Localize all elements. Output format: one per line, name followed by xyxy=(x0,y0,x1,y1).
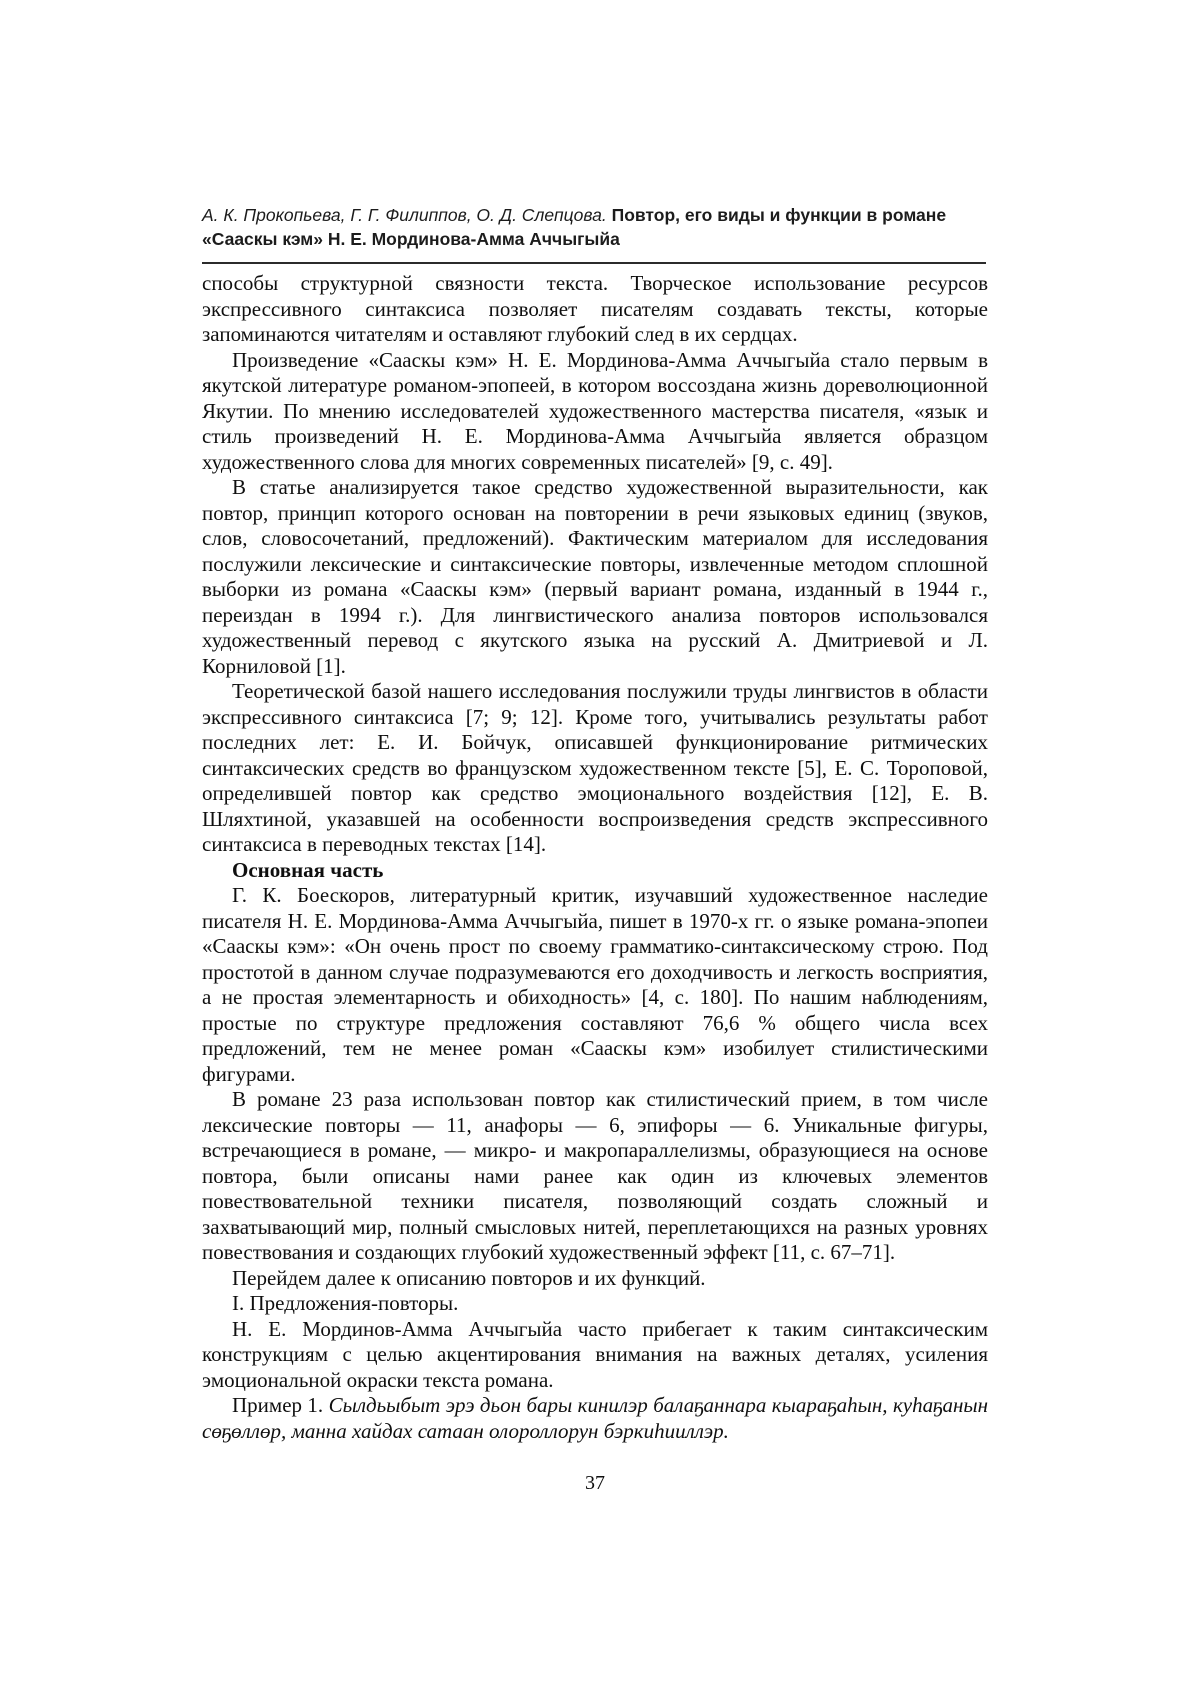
example-paragraph xyxy=(202,1393,988,1444)
article-paragraph: Произведение «Сааскы кэм» Н. Е. Мординова-Амма Аччыгыйа стало первым в якутской литературе романом-эпопеей, в котором воссоздана жизнь дореволюционной Якутии. По мнению исследователей художественного мастерства писателя, «язык и стиль произведений Н. Е. Мординова-Амма Аччыгыйа является образцом художественного слова для многих современных писателей» [9, с. 49]. xyxy=(202,347,988,474)
article-paragraph: Теоретической базой нашего исследования послужили труды лингвистов в области экспрессивного синтаксиса [7; 9; 12]. Кроме того, учитывались результаты работ последних лет: Е. И. Бойчук, описавшей функционирование ритмических синтаксических средств во французском художественном тексте [5], Е. С. Тороповой, определившей повтор как средство эмоционального воздействия [12], Е. В. Шляхтиной, указавшей на особенности воспроизведения средств экспрессивного синтаксиса в переводных текстах [14]. xyxy=(202,679,988,856)
page-number: 37 xyxy=(585,1472,605,1494)
article-paragraph: I. Предложения-повторы. xyxy=(232,1291,459,1315)
article-paragraph: Г. К. Боескоров, литературный критик, изучавший художественное наследие писателя Н. Е. Мординова-Амма Аччыгыйа, пишет в 1970-х гг. о языке романа-эпопеи «Сааскы кэм»: «Он очень прост по своему грамматико-синтаксическому строю. Под простотой в данном случае подразумеваются его доходчивость и легкость восприятия, а не простая элементарность и обиходность» [4, с. 180]. По нашим наблюдениям, простые по структуре предложения составляют 76,6 % общего числа всех предложений, тем не менее роман «Сааскы кэм» изобилует стилистическими фигурами. xyxy=(202,883,988,1086)
example-label: Пример 1. xyxy=(232,1393,329,1417)
article-paragraph: В романе 23 раза использован повтор как стилистический прием, в том числе лексические повторы — 11, анафоры — 6, эпифоры — 6. Уникальные фигуры, встречающиеся в романе, — микро- и макропараллелизмы, образующиеся на основе повтора, были описаны нами ранее как один из ключевых элементов повествовательной техники писателя, позволяющий создать сложный и захватывающий мир, полный смысловых нитей, переплетающихся на разных уровнях повествования и создающих глубокий художественный эффект [11, с. 67–71]. xyxy=(202,1087,988,1264)
header-divider-rule xyxy=(202,262,986,264)
running-head-authors: А. К. Прокопьева, Г. Г. Филиппов, О. Д. Слепцова. xyxy=(202,205,607,225)
example-sentence-yakut: Сылдьыбыт эрэ дьон бары кинилэр балаҕаннара кыараҕаһын, куһаҕанын сөҕөллөр, манна хайдах сатаан олороллорун бэркиһииллэр. xyxy=(202,1393,988,1443)
running-head xyxy=(202,203,988,251)
article-paragraph: Перейдем далее к описанию повторов и их функций. xyxy=(232,1265,706,1290)
section-heading: Основная часть xyxy=(232,857,384,882)
article-body xyxy=(202,271,988,1444)
article-paragraph: способы структурной связности текста. Творческое использование ресурсов экспрессивного синтаксиса позволяет писателям создавать тексты, которые запоминаются читателям и оставляют глубокий след в их сердцах. xyxy=(202,271,988,346)
article-paragraph: В статье анализируется такое средство художественной выразительности, как повтор, принцип которого основан на повторении в речи языковых единиц (звуков, слов, словосочетаний, предложений). Фактическим материалом для исследования послужили лексические и синтаксические повторы, извлеченные методом сплошной выборки из романа «Сааскы кэм» (первый вариант романа, изданный в 1944 г., переиздан в 1994 г.). Для лингвистического анализа повторов использовался художественный перевод с якутского языка на русский А. Дмитриевой и Л. Корниловой [1]. xyxy=(202,475,988,678)
running-head-title: Повтор, его виды и функции в романе «Сааскы кэм» Н. Е. Мординова-Амма Аччыгыйа xyxy=(202,205,947,249)
article-paragraph: Н. Е. Мординов-Амма Аччыгыйа часто прибегает к таким синтаксическим конструкциям с целью акцентирования внимания на важных деталях, усиления эмоциональной окраски текста романа. xyxy=(202,1316,988,1392)
